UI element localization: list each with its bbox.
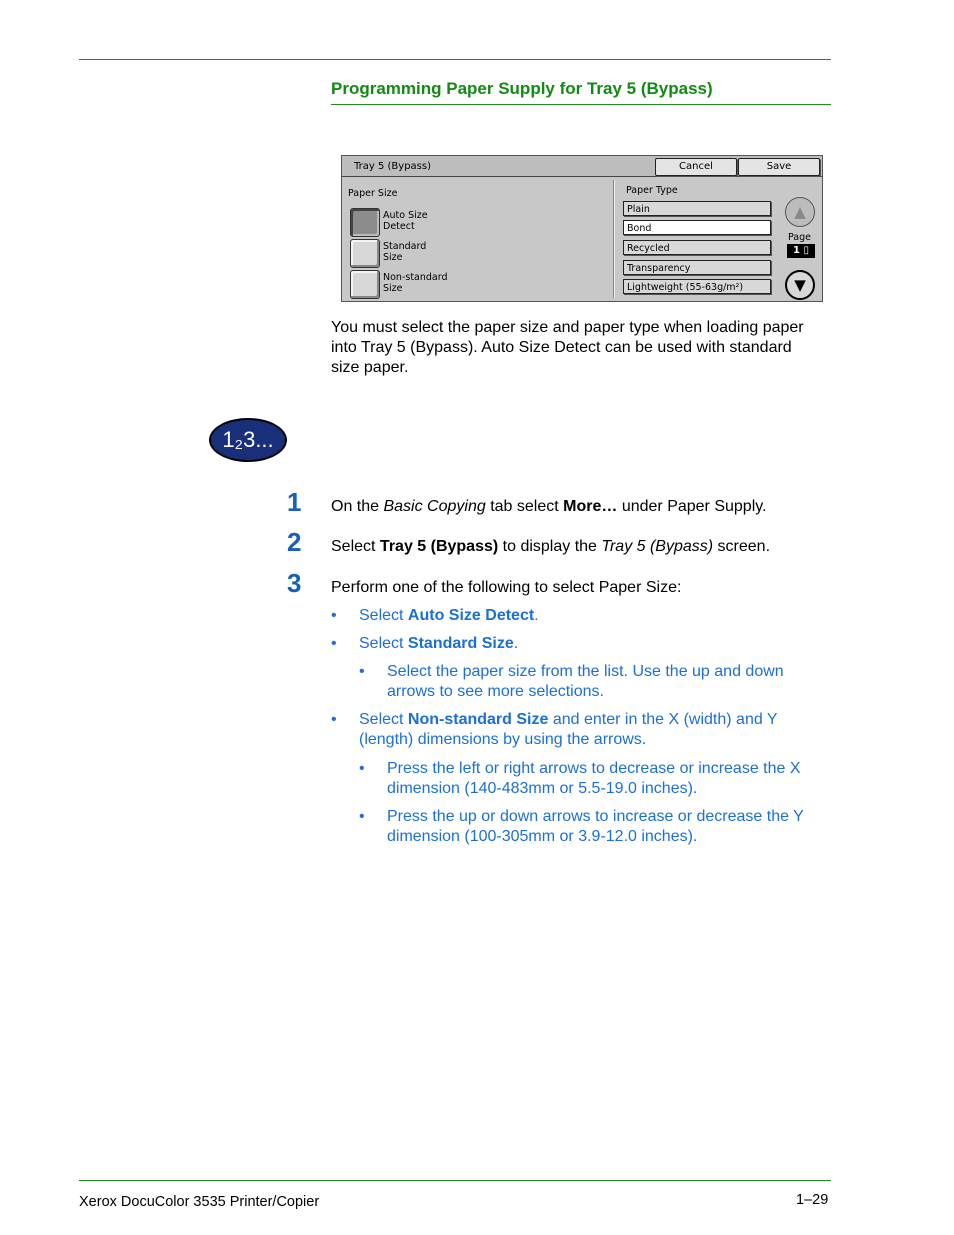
standard-size-label: Standard Size — [383, 241, 427, 263]
bullet-non-standard-size: • Select Non-standard Size and enter in the X (width) and Y (length) dimensions by using the arrows. — [331, 711, 778, 748]
bullet-dot: • — [359, 760, 365, 777]
header-rule — [79, 59, 831, 60]
step-2-text: Select Tray 5 (Bypass) to display the Tray 5 (Bypass) screen. — [331, 538, 771, 555]
save-button[interactable]: Save — [738, 158, 820, 176]
tray5-screen — [341, 155, 823, 302]
step-1-text: On the Basic Copying tab select More… under Paper Supply. — [331, 498, 767, 515]
screen-titlebar — [342, 156, 822, 177]
cancel-button[interactable]: Cancel — [655, 158, 737, 176]
step-3-text: Perform one of the following to select Paper Size: — [331, 579, 682, 596]
bullet-dot: • — [331, 635, 337, 652]
bullet-dot: • — [359, 663, 365, 680]
type-recycled-button[interactable]: Recycled — [623, 240, 771, 255]
standard-size-button[interactable] — [350, 239, 380, 268]
footer-product-name: Xerox DocuColor 3535 Printer/Copier — [79, 1194, 320, 1210]
scroll-down-icon[interactable]: ▼ — [785, 270, 815, 300]
step-number: 3 — [287, 568, 302, 598]
auto-size-detect-button[interactable] — [350, 208, 380, 237]
bullet-dot: • — [331, 607, 337, 624]
step-number: 2 — [287, 527, 302, 557]
sub-bullet-paper-size: • Select the paper size from the list. Use the up and down arrows to see more selections. — [359, 663, 784, 700]
title-underline — [331, 104, 831, 105]
page-number: 1–29 — [796, 1192, 829, 1208]
paper-type-label: Paper Type — [626, 185, 678, 196]
step-number: 1 — [287, 487, 302, 517]
sub-bullet-x-dimension: • Press the left or right arrows to decrease or increase the X dimension (140-483mm or 5.5-19.0 inches). — [359, 760, 801, 797]
screen-title: Tray 5 (Bypass) — [354, 161, 431, 172]
bullet-dot: • — [331, 711, 337, 728]
type-plain-button[interactable]: Plain — [623, 201, 771, 216]
footer-rule — [79, 1180, 831, 1181]
type-transparency-button[interactable]: Transparency — [623, 260, 771, 275]
intro-paragraph: You must select the paper size and paper type when loading paper into Tray 5 (Bypass). Auto Size Detect can be used with standard size paper. — [331, 319, 804, 376]
auto-size-detect-label: Auto Size Detect — [383, 210, 428, 232]
non-standard-size-label: Non-standard Size — [383, 272, 448, 294]
page-label: Page — [788, 232, 811, 243]
steps-badge-icon: 1₂3... — [209, 418, 287, 462]
bullet-dot: • — [359, 808, 365, 825]
paper-size-label: Paper Size — [348, 188, 398, 199]
type-lightweight-button[interactable]: Lightweight (55-63g/m²) — [623, 279, 771, 294]
section-title: Programming Paper Supply for Tray 5 (Bypass) — [331, 79, 713, 98]
non-standard-size-button[interactable] — [350, 270, 380, 299]
type-bond-button[interactable]: Bond — [623, 220, 771, 235]
sub-bullet-y-dimension: • Press the up or down arrows to increase or decrease the Y dimension (100-305mm or 3.9-12.0 inches). — [359, 808, 804, 845]
panel-divider — [613, 180, 614, 298]
page-indicator: 1 ▯ — [787, 244, 815, 258]
scroll-up-icon[interactable]: ▲ — [785, 197, 815, 227]
